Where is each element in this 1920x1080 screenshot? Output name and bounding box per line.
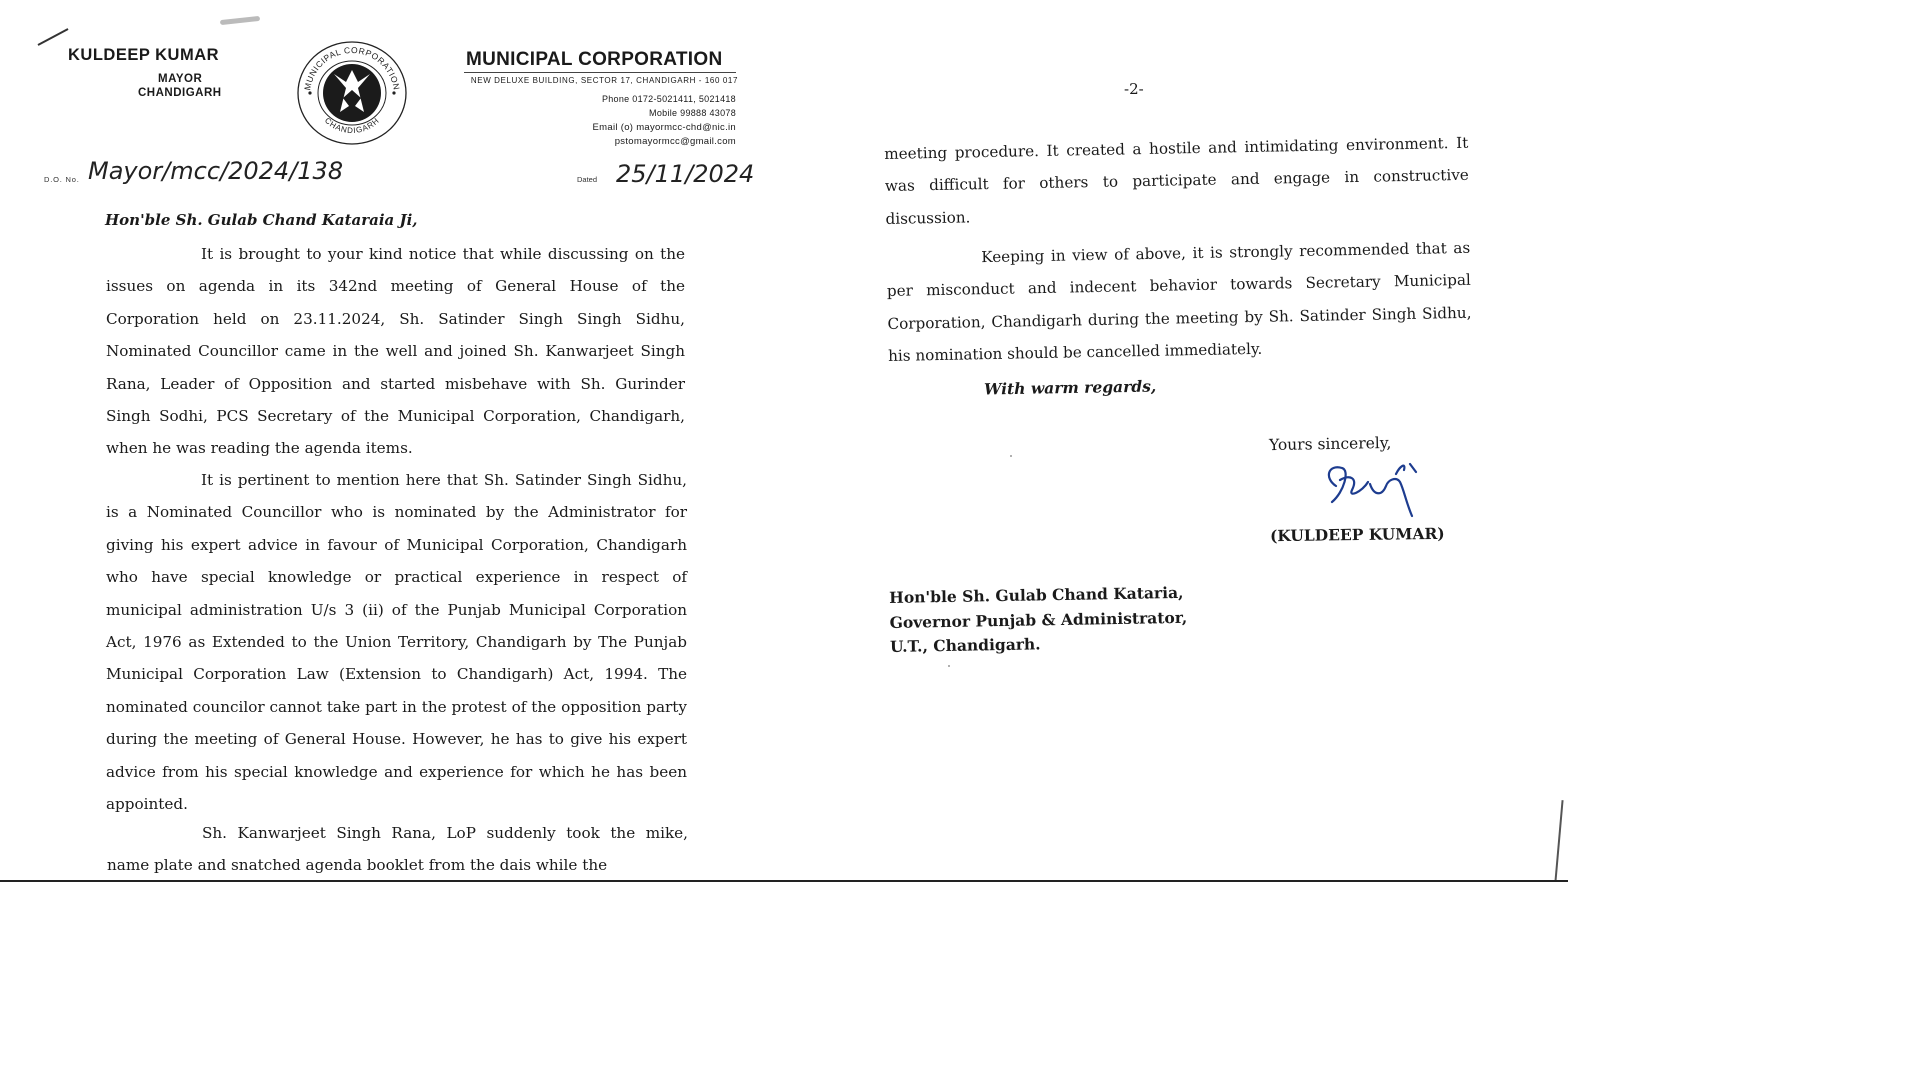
scan-mark: [220, 16, 260, 25]
letterhead-divider: [464, 72, 736, 73]
logo-text-top: MUNICIPAL CORPORATION: [302, 44, 402, 92]
scan-mark: [38, 28, 69, 46]
signature: [1322, 456, 1426, 520]
scan-edge: [0, 880, 1568, 882]
logo-text-bottom: CHANDIGARH: [322, 115, 382, 136]
addressee-line-2: Governor Punjab & Administrator,: [889, 607, 1188, 632]
org-email-office: Email (o) mayormcc-chd@nic.in: [592, 122, 736, 133]
addressee-line-1: Hon'ble Sh. Gulab Chand Kataria,: [889, 582, 1184, 607]
org-phone: Phone 0172-5021411, 5021418: [601, 94, 736, 104]
mayor-title: MAYOR: [158, 73, 203, 85]
page2-paragraph-1: meeting procedure. It created a hostile and intimidating environment. It was difficult for others to participate and engage in constructive discussion.: [884, 133, 1469, 228]
scan-speck: [1010, 455, 1012, 457]
letter-date: 25/11/2024: [616, 160, 755, 188]
mayor-name: KULDEEP KUMAR: [68, 46, 220, 64]
org-title: MUNICIPAL CORPORATION: [466, 49, 723, 70]
page2-paragraph-2: Keeping in view of above, it is strongly recommended that as per misconduct and indecent behavior towards Secretary Municipal Corporation, Chandigarh during the meeting by Sh. Satinder Singh Sidhu, his nomination should be cancelled immediately.: [886, 238, 1472, 366]
scan-speck: [948, 665, 950, 667]
regards: With warm regards,: [983, 376, 1157, 399]
signatory-name: (KULDEEP KUMAR): [1269, 523, 1445, 546]
addressee-block: [889, 581, 1188, 660]
addressee-line-3: U.T., Chandigarh.: [889, 634, 1041, 656]
do-number: Mayor/mcc/2024/138: [88, 157, 344, 185]
dated-label: Dated: [577, 175, 598, 184]
org-email-personal: pstomayormcc@gmail.com: [614, 136, 736, 147]
org-address: NEW DELUXE BUILDING, SECTOR 17, CHANDIGARH - 160 017: [470, 76, 738, 85]
mayor-city: CHANDIGARH: [138, 87, 222, 99]
paragraph-3: Sh. Kanwarjeet Singh Rana, LoP suddenly took the mike, name plate and snatched agenda booklet from the dais while the: [107, 824, 688, 875]
letter-page-1: [0, 0, 778, 882]
closing: Yours sincerely,: [1268, 433, 1392, 455]
org-mobile: Mobile 99888 43078: [649, 108, 736, 118]
page-number: -2-: [1124, 80, 1144, 98]
corporation-logo: [296, 40, 408, 146]
paragraph-1: It is brought to your kind notice that while discussing on the issues on agenda in its 342nd meeting of General House of the Corporation held on 23.11.2024, Sh. Satinder Singh Singh Sidhu, Nominated Councillor came in the well and joined Sh. Kanwarjeet Singh Rana, Leader of Opposition and started misbehave with Sh. Gurinder Singh Sodhi, PCS Secretary of the Municipal Corporation, Chandigarh, when he was reading the agenda items.: [106, 245, 685, 458]
salutation: Hon'ble Sh. Gulab Chand Kataraia Ji,: [105, 211, 418, 229]
do-label: D.O. No.: [44, 175, 80, 184]
paragraph-2: It is pertinent to mention here that Sh. Satinder Singh Sidhu, is a Nominated Councillor who is nominated by the Administrator for giving his expert advice in favour of Municipal Corporation, Chandigarh who have special knowledge or practical experience in respect of municipal administration U/s 3 (ii) of the Punjab Municipal Corporation Act, 1976 as Extended to the Union Territory, Chandigarh by The Punjab Municipal Corporation Law (Extension to Chandigarh) Act, 1994. The nominated councilor cannot take part in the protest of the opposition party during the meeting of General House. However, he has to give his expert advice from his special knowledge and experience for which he has been appointed.: [106, 471, 687, 814]
